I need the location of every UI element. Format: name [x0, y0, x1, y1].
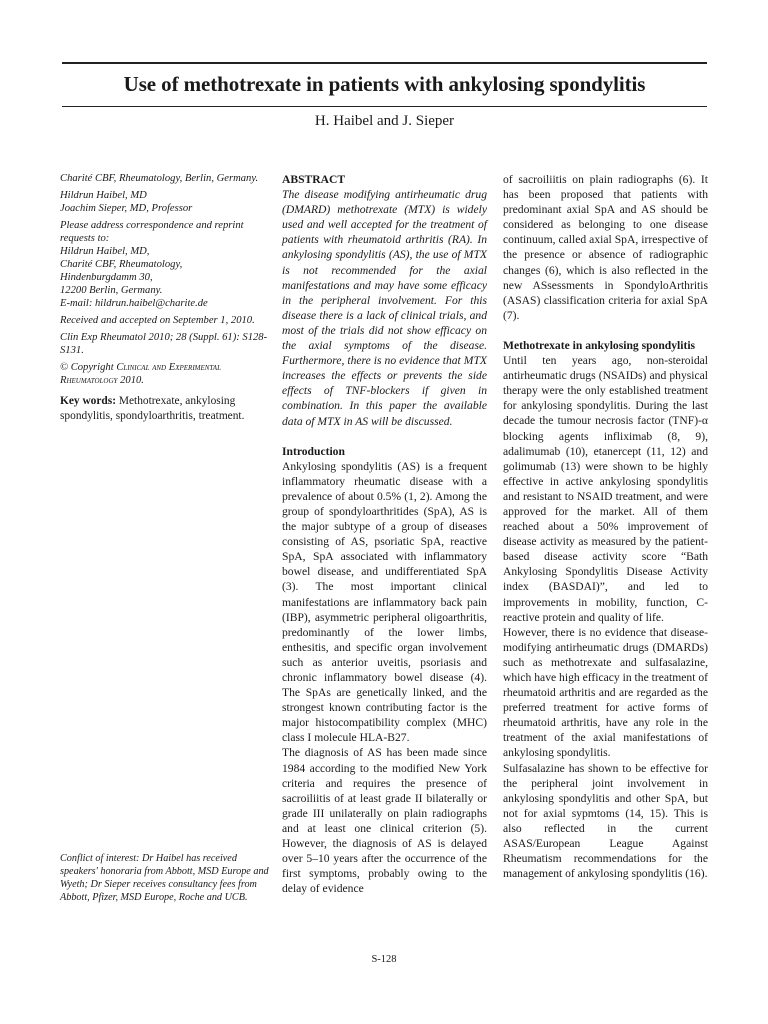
author-2: Joachim Sieper, MD, Professor	[60, 203, 193, 214]
introduction-paragraph-2: The diagnosis of AS has been made since 1984 according to the modified New York criteria and requires the presence of sacroiliitis of at least grade II bilaterally or grade III unilaterally on plain radiographs and at least one clinical criterion (5). However, the diagnosis of AS is delayed over 5–10 years after the occurrence of the first symptoms, probably owing to the delay of evidence	[282, 746, 487, 896]
title-rule	[62, 106, 707, 107]
introduction-heading: Introduction	[282, 444, 345, 458]
methotrexate-paragraph-3: Sulfasalazine has shown to be effective for the peripheral joint involvement in ankylosing spondylitis and other SpA, but not for axial sypmtoms (14, 15). This is also reflected in the current ASAS/European League Against Rheumatism recommendations for the management of ankylosing spondylitis (16).	[503, 761, 708, 881]
methotrexate-section-heading: Methotrexate in ankylosing spondylitis	[503, 338, 696, 352]
right-column	[503, 172, 708, 881]
journal-citation: Clin Exp Rheumatol 2010; 28 (Suppl. 61): S128-S131.	[60, 332, 268, 356]
page-number: S-128	[371, 954, 397, 965]
correspondence-email: E-mail: hildrun.haibel@charite.de	[60, 298, 208, 309]
middle-column	[282, 172, 487, 896]
affiliation-block	[60, 172, 270, 387]
abstract-heading: ABSTRACT	[282, 173, 346, 186]
copyright-year: 2010.	[120, 375, 144, 386]
copyright-journal: Clinical and Experimental Rheumatology	[60, 362, 221, 386]
correspondence-label: Please address correspondence and reprint requests to:	[60, 220, 244, 244]
correspondence-address-2: Hindenburgdamm 30,	[60, 272, 153, 283]
keywords-label: Key words:	[60, 395, 116, 407]
keywords-text: Methotrexate, ankylosing spondylitis, spondyloarthritis, treatment.	[60, 395, 245, 422]
top-rule	[62, 62, 707, 64]
institution: Charité CBF, Rheumatology, Berlin, Germany.	[60, 173, 259, 184]
correspondence-name: Hildrun Haibel, MD,	[60, 246, 150, 257]
copyright-prefix: © Copyright	[60, 362, 114, 373]
copyright	[60, 361, 270, 387]
methotrexate-paragraph-2: However, there is no evidence that disease-modifying antirheumatic drugs (DMARDs) such as methotrexate and sulfasalazine, which have high efficacy in the treatment of rheumatoid arthritis and are regarded as the preferred treatment for active forms of rheumatoid arthritis, have any role in the treatment of the axial manifestations of ankylosing spondylitis.	[503, 625, 708, 760]
keywords	[60, 394, 270, 424]
introduction-paragraph-1: Ankylosing spondylitis (AS) is a frequent inflammatory rheumatic disease with a prevalence of about 0.5% (1, 2). Among the group of spondyloarthritides (SpA), AS is the major subtype of a group of diseases consisting of AS, psoriatic SpA, reactive SpA, SpA associated with inflammatory bowel disease, and undifferentiated SpA (3). The most important clinical manifestations are inflammatory back pain (IBP), asymmetric peripheral oligoarthritis, predominantly of the lower limbs, enthesitis, and specific organ involvement such as anterior uveitis, psoriasis and chronic inflammatory bowel disease (4). The SpAs are genetically linked, and the strongest known contributing factor is the major histocompatibility complex (MHC) class I molecule HLA-B27.	[282, 459, 487, 745]
author-1: Hildrun Haibel, MD	[60, 190, 147, 201]
sidebar-column	[60, 172, 270, 424]
methotrexate-paragraph-1: Until ten years ago, non-steroidal antirheumatic drugs (NSAIDs) and physical therapy were the only established treatment for ankylosing spondylitis. During the last decade the tumour necrosis factor (TNF)-α blocking agents infliximab (8, 9), adalimumab (10), etanercept (11, 12) and golimumab (13) were shown to be highly effective in active ankylosing spondylitis and resistant to NSAID treatment, and were approved for the market. All of them reached about a 50% improvement of disease activity as measured by the patient-based disease activity score “Bath Ankylosing Spondylitis Disease Activity index (BASDAI)”, and led to improvements in mobility, function, C-reactive protein and quality of life.	[503, 354, 708, 624]
correspondence-address-3: 12200 Berlin, Germany.	[60, 285, 163, 296]
conflict-of-interest: Conflict of interest: Dr Haibel has received speakers' honoraria from Abbott, MSD Europe and Wyeth; Dr Sieper receives consultancy fees from Abbott, Pfizer, MSD Europe, Roche and UCB.	[60, 853, 269, 903]
article-title: Use of methotrexate in patients with ankylosing spondylitis	[123, 72, 646, 96]
received-date: Received and accepted on September 1, 2010.	[60, 315, 255, 326]
abstract-text: The disease modifying antirheumatic drug (DMARD) methotrexate (MTX) is widely used and well accepted for the treatment of patients with rheumatoid arthritis (RA). In ankylosing spondylitis (AS), the use of MTX is not recommended for the axial manifestations and may have some efficacy in the peripheral involvement. For this disease there is a lack of clinical trials, and most of the trials did not show efficacy on the axial symptoms of the disease. Furthermore, there is no evidence that MTX increases the effects or prevents the side effects of TNF-blockers if given in combination. In this paper the available data of MTX in AS will be discussed.	[282, 188, 487, 428]
introduction-paragraph-2-continued: of sacroiliitis on plain radiographs (6). It has been proposed that patients with predominant axial SpA and AS should be considered as belonging to one disease continuum, called axial SpA, irrespective of the presence or absence of radiographic changes (6), which is also reflected in the new ASsessments in SpondyloArthritis (ASAS) classification criteria for axial SpA (7).	[503, 173, 708, 322]
article-authors: H. Haibel and J. Sieper	[314, 113, 455, 129]
correspondence-address-1: Charité CBF, Rheumatology,	[60, 259, 183, 270]
